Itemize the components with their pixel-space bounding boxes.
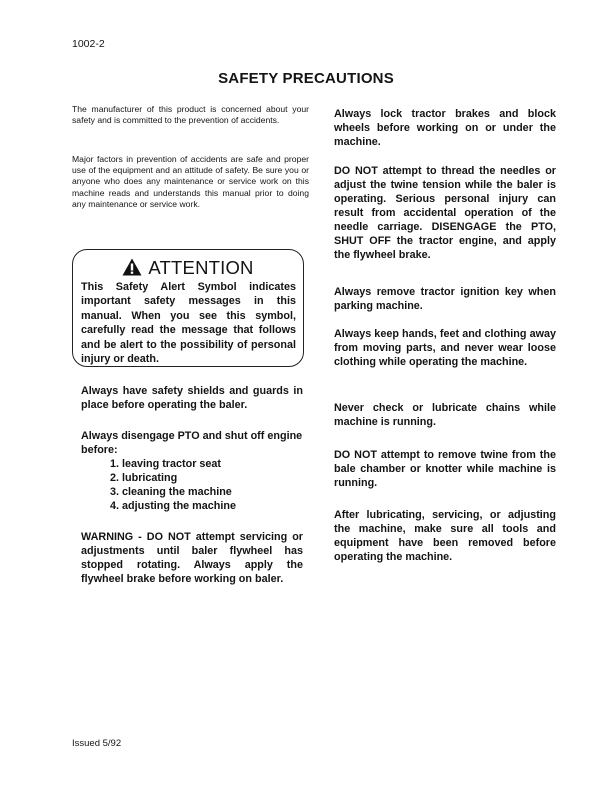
list-item: 1. leaving tractor seat	[110, 458, 222, 470]
disengage-steps-list	[110, 457, 236, 513]
attention-title: ATTENTION	[148, 257, 254, 278]
twine-paragraph: DO NOT attempt to remove twine from the bale chamber or knotter while machine is running.	[334, 449, 556, 489]
list-item: 2. lubricating	[110, 472, 178, 484]
page-title: SAFETY PRECAUTIONS	[218, 70, 394, 87]
attention-heading	[72, 257, 304, 279]
page-number: 1002-2	[72, 38, 105, 50]
issued-date: Issued 5/92	[72, 738, 122, 749]
warning-triangle-icon	[122, 258, 142, 276]
needles-paragraph: DO NOT attempt to thread the needles or adjust the twine tension while the baler is operating. Serious personal injury can result from accidental operation of the needle carriage. DISENGAGE the PTO, SHUT OFF the tractor engine, and apply the flywheel brake.	[334, 165, 556, 261]
ignition-paragraph: Always remove tractor ignition key when parking machine.	[334, 286, 556, 312]
attention-body: This Safety Alert Symbol indicates important safety messages in this manual. When you see this symbol, carefully read the message that follows and be alert to the possibility of personal injury or death.	[81, 281, 296, 366]
list-item: 4. adjusting the machine	[110, 500, 236, 512]
shields-paragraph: Always have safety shields and guards in place before operating the baler.	[81, 385, 303, 411]
chains-paragraph: Never check or lubricate chains while machine is running.	[334, 402, 556, 428]
warning-paragraph: WARNING - DO NOT attempt servicing or adjustments until baler flywheel has stopped rotating. Always apply the flywheel brake before working on baler.	[81, 531, 303, 585]
intro-paragraph-2: Major factors in prevention of accidents are safe and proper use of the equipment and an attitude of safety. Be sure you or anyone who does any maintenance or service work on this machine reads and understands this manual prior to doing any maintenance or service work.	[72, 154, 309, 209]
intro-paragraph-1: The manufacturer of this product is concerned about your safety and is committed to the prevention of accidents.	[72, 104, 309, 126]
after-service-paragraph: After lubricating, servicing, or adjusting the machine, make sure all tools and equipment have been removed before operating the machine.	[334, 509, 556, 563]
list-item: 3. cleaning the machine	[110, 486, 232, 498]
hands-paragraph: Always keep hands, feet and clothing away from moving parts, and never wear loose clothing while operating the machine.	[334, 328, 556, 368]
disengage-intro: Always disengage PTO and shut off engine before:	[81, 430, 303, 456]
brakes-paragraph: Always lock tractor brakes and block wheels before working on or under the machine.	[334, 108, 556, 148]
